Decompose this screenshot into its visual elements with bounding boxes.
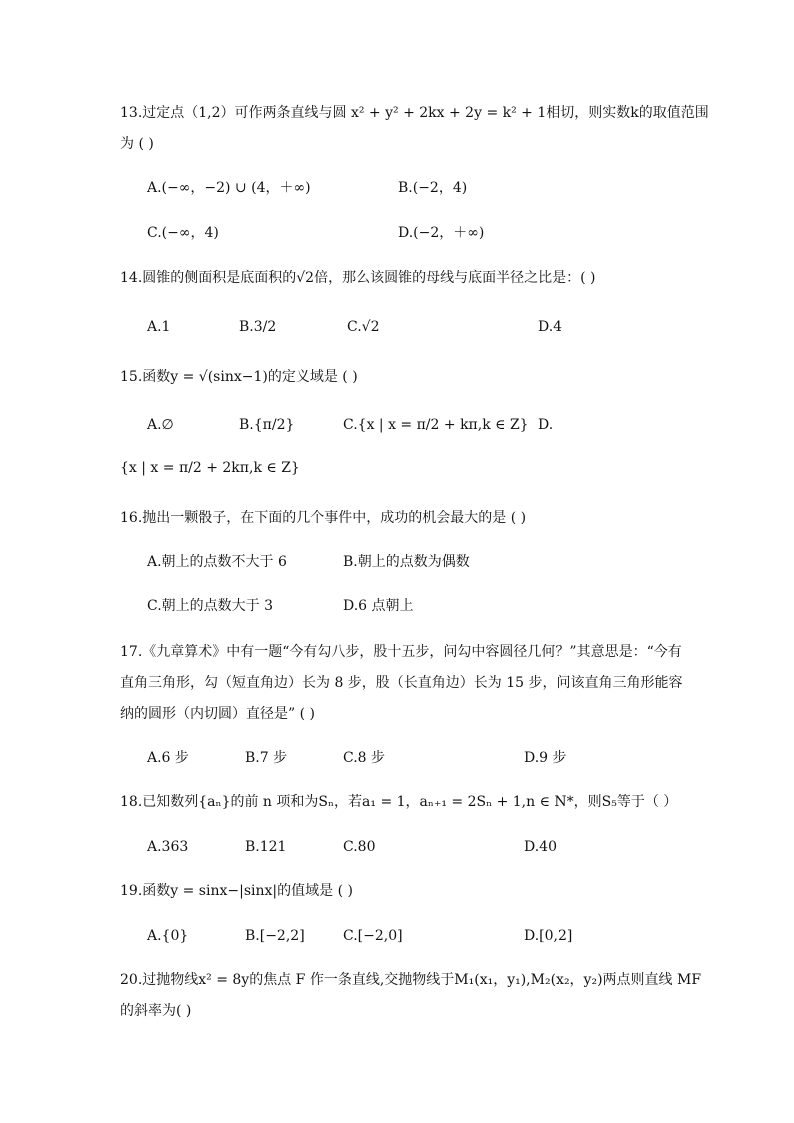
q19-option-b[interactable]: B.[−2,2] bbox=[245, 928, 305, 944]
q18-stem: 18.已知数列{aₙ}的前 n 项和为Sₙ，若a₁ = 1，aₙ₊₁ = 2Sₙ + 1,n ∈ N*，则S₅等于（ ） bbox=[120, 794, 678, 810]
q14-option-c[interactable]: C.√2 bbox=[347, 319, 380, 335]
q13-stem-line1: 13.过定点（1,2）可作两条直线与圆 x² + y² + 2kx + 2y = k² + 1相切，则实数k的取值范围 bbox=[120, 105, 709, 121]
q13-option-d[interactable]: D.(−2，＋∞) bbox=[398, 225, 485, 241]
q14-stem: 14.圆锥的侧面积是底面积的√2倍，那么该圆锥的母线与底面半径之比是：( ) bbox=[120, 270, 596, 286]
q15-option-d-content: {x | x = π/2 + 2kπ,k ∈ Z} bbox=[120, 460, 300, 476]
q17-option-c[interactable]: C.8 步 bbox=[343, 750, 386, 766]
q19-stem: 19.函数y = sinx−|sinx|的值域是 ( ) bbox=[120, 883, 353, 899]
q14-option-d[interactable]: D.4 bbox=[538, 319, 563, 335]
q14-option-a[interactable]: A.1 bbox=[147, 319, 171, 335]
q17-stem-line3: 纳的圆形（内切圆）直径是” ( ) bbox=[120, 706, 315, 722]
q15-option-a[interactable]: A.∅ bbox=[147, 417, 174, 433]
q16-option-b[interactable]: B.朝上的点数为偶数 bbox=[343, 554, 470, 570]
q17-stem-line2: 直角三角形，勾（短直角边）长为 8 步，股（长直角边）长为 15 步，问该直角三角形能容 bbox=[120, 675, 683, 691]
q17-option-b[interactable]: B.7 步 bbox=[245, 750, 288, 766]
q13-option-c[interactable]: C.(−∞，4) bbox=[147, 225, 219, 241]
q19-option-d[interactable]: D.[0,2] bbox=[524, 928, 573, 944]
q13-option-b[interactable]: B.(−2，4) bbox=[398, 180, 468, 196]
q18-option-b[interactable]: B.121 bbox=[245, 839, 287, 855]
q18-option-d[interactable]: D.40 bbox=[524, 839, 557, 855]
q15-option-b[interactable]: B.{π/2} bbox=[239, 417, 295, 433]
q13-stem-line2: 为 ( ) bbox=[120, 136, 154, 152]
q15-stem: 15.函数y = √(sinx−1)的定义域是 ( ) bbox=[120, 369, 358, 385]
q17-option-d[interactable]: D.9 步 bbox=[524, 750, 567, 766]
q19-option-c[interactable]: C.[−2,0] bbox=[343, 928, 403, 944]
q18-option-c[interactable]: C.80 bbox=[343, 839, 376, 855]
q17-option-a[interactable]: A.6 步 bbox=[147, 750, 189, 766]
q18-option-a[interactable]: A.363 bbox=[147, 839, 189, 855]
q20-stem-line1: 20.过抛物线x² = 8y的焦点 F 作一条直线,交抛物线于M₁(x₁，y₁),M₂(x₂，y₂)两点则直线 MF bbox=[120, 972, 702, 988]
q20-stem-line2: 的斜率为( ) bbox=[120, 1003, 192, 1019]
q16-option-c[interactable]: C.朝上的点数大于 3 bbox=[147, 598, 274, 614]
q16-option-a[interactable]: A.朝上的点数不大于 6 bbox=[147, 554, 287, 570]
q16-option-d[interactable]: D.6 点朝上 bbox=[343, 598, 414, 614]
q19-option-a[interactable]: A.{0} bbox=[147, 928, 189, 944]
q14-option-b[interactable]: B.3/2 bbox=[239, 319, 277, 335]
q15-option-c[interactable]: C.{x | x = π/2 + kπ,k ∈ Z} bbox=[343, 417, 529, 433]
q13-option-a[interactable]: A.(−∞，−2) ∪ (4，＋∞) bbox=[147, 180, 311, 196]
q15-option-d[interactable]: D. bbox=[538, 417, 554, 433]
q16-stem: 16.抛出一颗骰子，在下面的几个事件中，成功的机会最大的是 ( ) bbox=[120, 510, 527, 526]
q17-stem-line1: 17.《九章算术》中有一题“今有勾八步，股十五步，问勾中容圆径几何？”其意思是：“今有 bbox=[120, 644, 682, 660]
